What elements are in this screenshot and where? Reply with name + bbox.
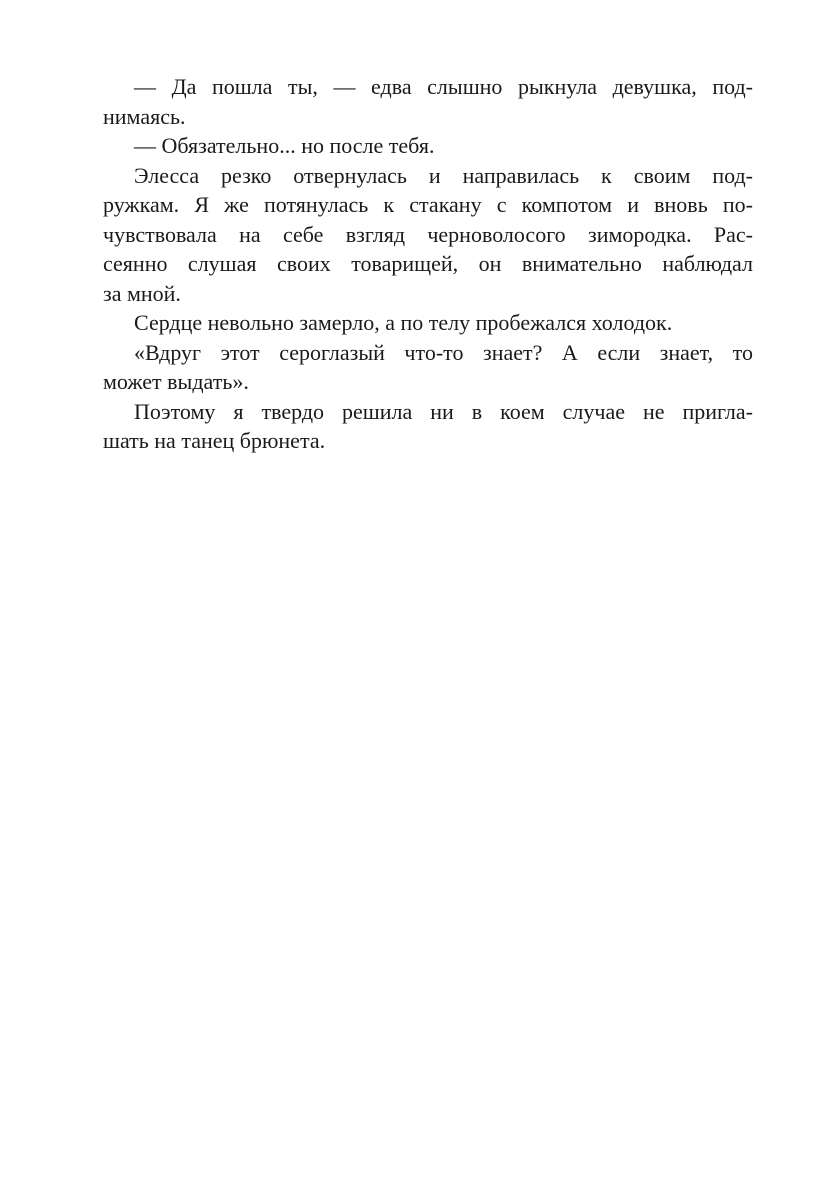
text-line: за мной. (103, 280, 181, 306)
text-line: сеянно слушая своих товарищей, он внимательно наблюдал (103, 251, 753, 276)
text-line: шать на танец брюнета. (103, 428, 326, 453)
text-line: может выдать». (103, 369, 249, 394)
text-line: Сердце невольно замерло, а по телу пробежался холодок. (134, 310, 673, 335)
text-line: чувствовала на себе взгляд черноволосого зимородка. Рас- (103, 221, 753, 247)
paragraph (103, 72, 753, 131)
text-line: Элесса резко отвернулась и направилась к своим под- (134, 162, 753, 188)
paragraph (103, 338, 753, 397)
paragraph (103, 397, 753, 456)
text-line: «Вдруг этот сероглазый что-то знает? А если знает, то (134, 339, 753, 365)
text-line: Поэтому я твердо решила ни в коем случае не пригла- (134, 398, 753, 424)
paragraph (103, 308, 753, 338)
paragraph (103, 161, 753, 309)
text-line: ружкам. Я же потянулась к стакану с компотом и вновь по- (103, 192, 753, 217)
text-line: нимаясь. (103, 103, 186, 129)
text-line: — Да пошла ты, — едва слышно рыкнула девушка, под- (134, 74, 753, 99)
book-page-text (103, 72, 753, 456)
text-line: — Обязательно... но после тебя. (134, 133, 435, 158)
paragraph (103, 131, 753, 161)
